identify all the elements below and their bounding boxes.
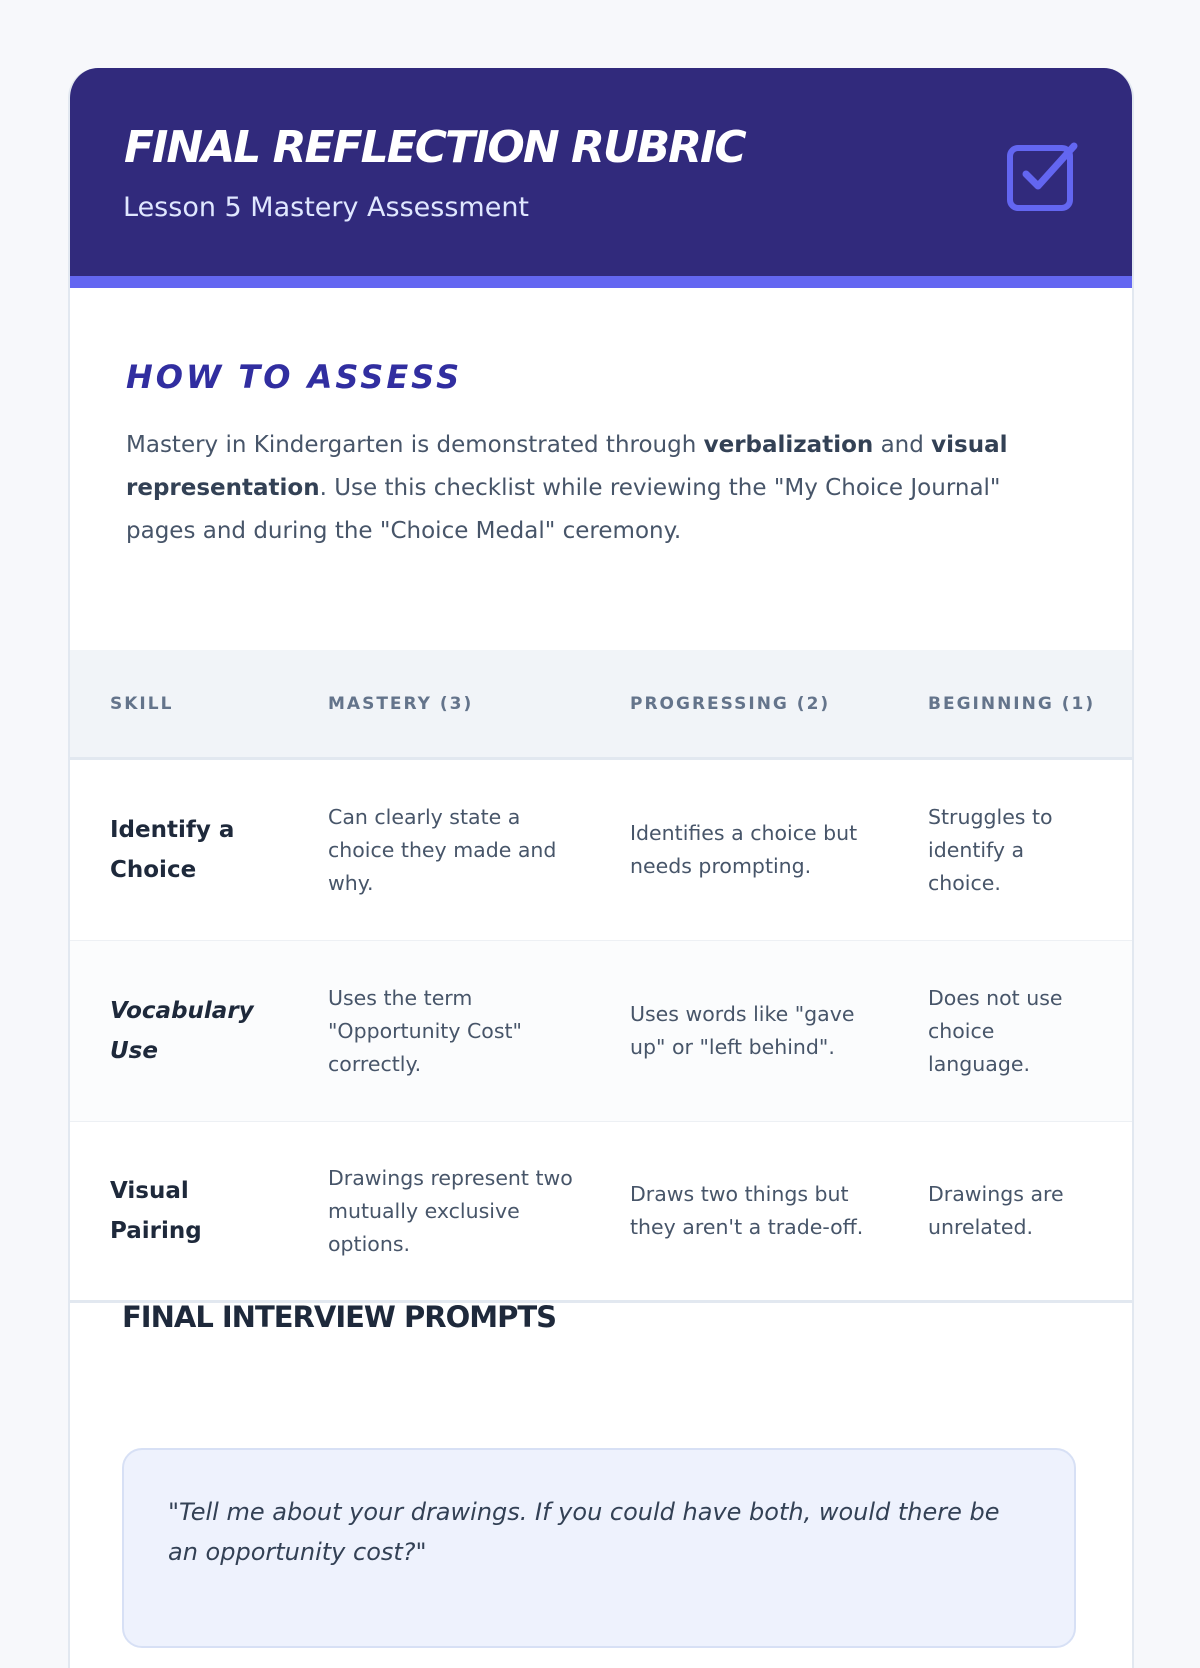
table-row	[70, 1122, 1134, 1303]
progressing-cell: Uses words like "gave up" or "left behind".	[630, 1002, 855, 1059]
mastery-cell: Can clearly state a choice they made and why.	[328, 804, 557, 895]
table-row	[70, 760, 1134, 941]
skill-cell: Identify a Choice	[110, 817, 235, 883]
beginning-cell: Does not use choice language.	[928, 985, 1063, 1076]
table-row	[70, 941, 1134, 1122]
intro-bold-visual: visual representation	[126, 432, 1008, 501]
section-title-how-to-assess: HOW TO ASSESS	[126, 358, 463, 396]
checkbox-icon	[1006, 140, 1078, 212]
prompt-text: "Tell me about your drawings. If you could have both, would there be an opportunity cost?"	[168, 1498, 1000, 1566]
beginning-cell: Drawings are unrelated.	[928, 1182, 1064, 1239]
page-title: FINAL REFLECTION RUBRIC	[124, 122, 745, 173]
intro-text: and	[873, 432, 932, 458]
intro-text: . Use this checklist while reviewing the "My Choice Journal" pages and during the "Choice Medal" ceremony.	[126, 475, 1001, 544]
assessment-instructions	[126, 424, 1066, 553]
column-header-beginning: BEGINNING (1)	[928, 694, 1096, 714]
page-subtitle: Lesson 5 Mastery Assessment	[123, 192, 530, 223]
mastery-cell: Drawings represent two mutually exclusive options.	[328, 1165, 573, 1256]
header	[70, 68, 1134, 288]
table-header	[70, 650, 1134, 760]
section-title-interview-prompts: FINAL INTERVIEW PROMPTS	[122, 1300, 557, 1334]
rubric-table	[70, 650, 1134, 1303]
beginning-cell: Struggles to identify a choice.	[928, 804, 1053, 895]
progressing-cell: Draws two things but they aren't a trade-off.	[630, 1182, 864, 1239]
intro-bold-verbalization: verbalization	[703, 432, 874, 458]
rubric-card	[68, 68, 1134, 1668]
skill-cell: Visual Pairing	[110, 1178, 202, 1244]
column-header-mastery: MASTERY (3)	[328, 694, 474, 714]
intro-text: Mastery in Kindergarten is demonstrated through	[126, 432, 704, 458]
mastery-cell: Uses the term "Opportunity Cost" correctly.	[328, 985, 522, 1076]
prompt-card	[122, 1448, 1076, 1648]
progressing-cell: Identifies a choice but needs prompting.	[630, 821, 858, 878]
column-header-progressing: PROGRESSING (2)	[630, 694, 831, 714]
skill-cell: Vocabulary Use	[110, 998, 254, 1064]
column-header-skill: SKILL	[110, 694, 174, 714]
